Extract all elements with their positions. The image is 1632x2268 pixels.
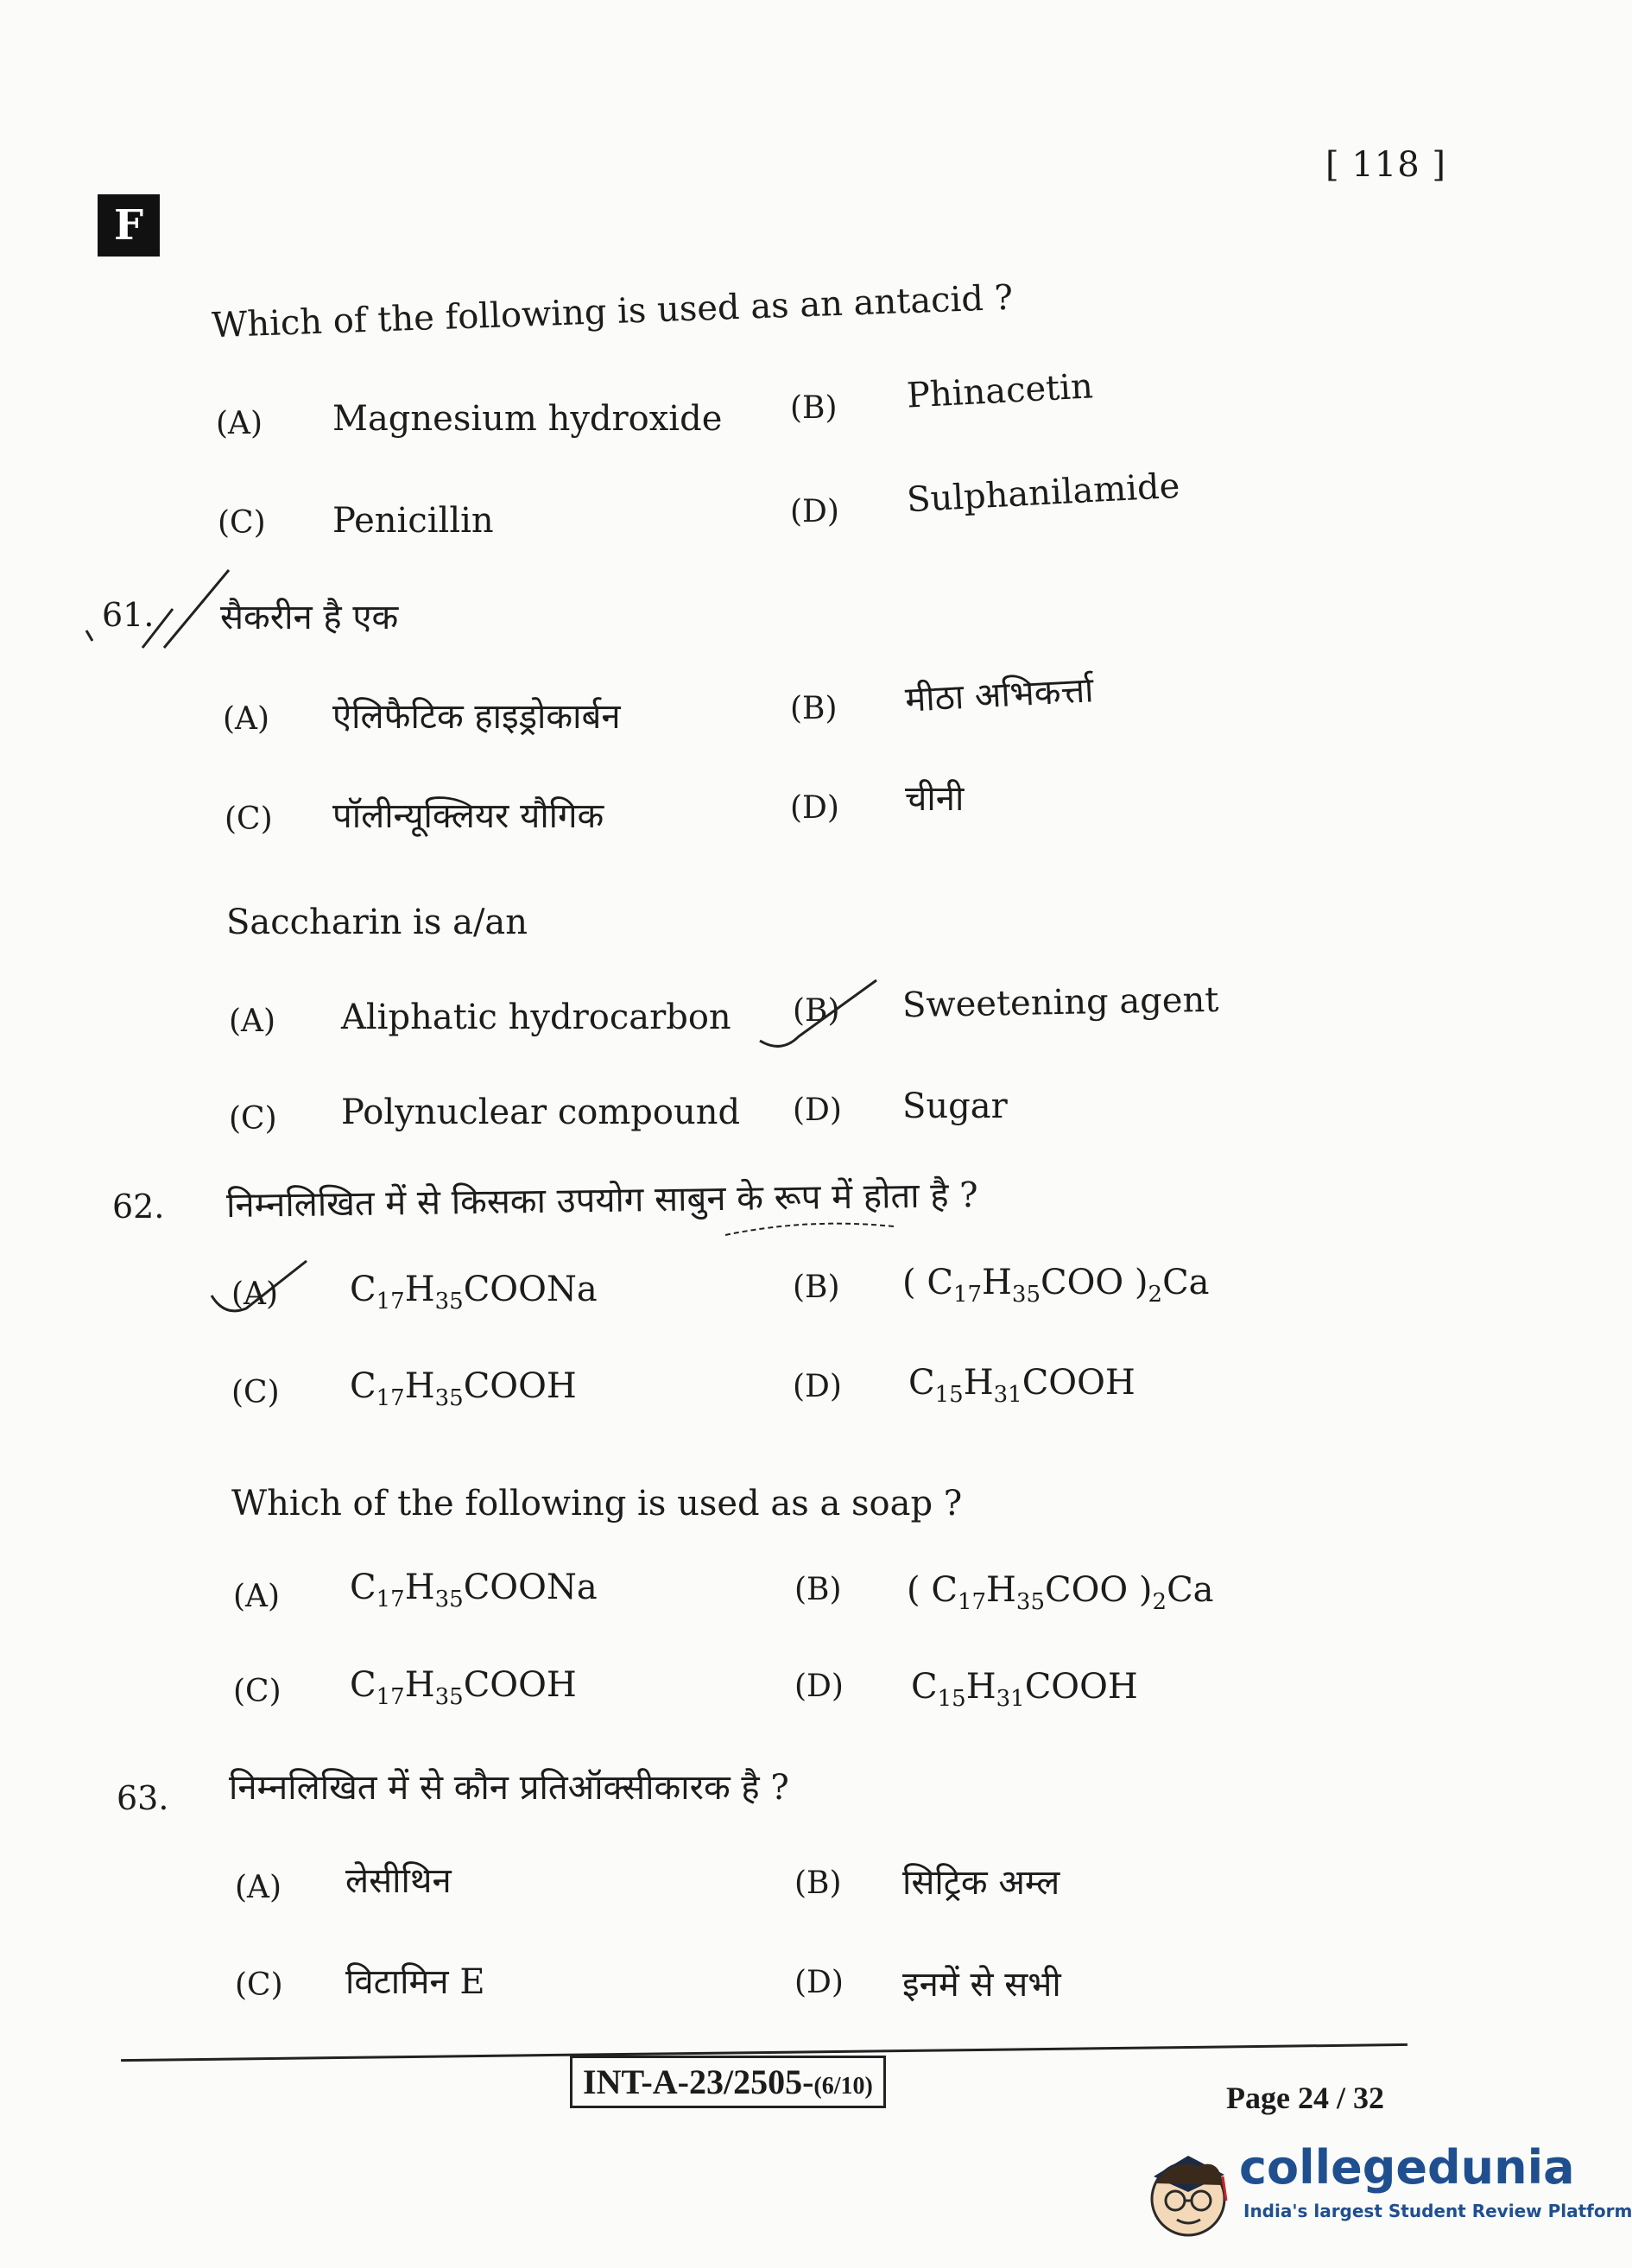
q62-hi-question: निम्नलिखित में से किसका उपयोग साबुन के रूप में होता है ?	[225, 1175, 978, 1226]
q62-hi-option-d: $C_{15}H_{31}COOH$	[908, 1363, 1135, 1409]
q62-en-option-d: $C_{15}H_{31}COOH$	[911, 1667, 1138, 1713]
q62-en-question: Which of the following is used as a soap ?	[231, 1484, 963, 1524]
q61-hi-option-a-label: (A)	[223, 701, 270, 737]
q63-hi-option-a-label: (A)	[235, 1870, 282, 1905]
q61-en-option-d: Sugar	[902, 1086, 1008, 1126]
q61-hi-option-b: मीठा अभिकर्त्ता	[904, 670, 1095, 720]
q62-en-option-a-label: (A)	[233, 1579, 281, 1614]
q62-hi-option-a: $C_{17}H_{35}COONa$	[350, 1270, 598, 1315]
q60-option-a-label: (A)	[216, 406, 263, 441]
paper-code-suffix: (6/10)	[813, 2073, 873, 2100]
paper-code-box	[570, 2056, 886, 2108]
q61-en-option-c-label: (C)	[229, 1101, 277, 1137]
q63-number: 63.	[117, 1779, 169, 1817]
q60-option-b: Phinacetin	[905, 366, 1094, 416]
q62-hi-option-b-label: (B)	[793, 1270, 840, 1305]
q63-hi-option-d-label: (D)	[794, 1965, 844, 2000]
q61-en-question: Saccharin is a/an	[226, 903, 528, 942]
q63-hi-option-c-label: (C)	[235, 1967, 283, 2003]
q62-number: 62.	[112, 1188, 165, 1226]
q62-en-option-b: ( $C_{17}H_{35}COO$ )$_2Ca$	[907, 1570, 1214, 1616]
mascot-logo-icon	[1138, 2132, 1240, 2244]
brand-tagline: India's largest Student Review Platform	[1243, 2201, 1632, 2221]
q61-en-option-d-label: (D)	[793, 1093, 842, 1128]
q60-option-a: Magnesium hydroxide	[332, 399, 723, 439]
q63-hi-option-c: विटामिन E	[345, 1962, 485, 2002]
q61-en-option-c: Polynuclear compound	[341, 1093, 741, 1132]
q62-en-option-d-label: (D)	[794, 1669, 844, 1704]
q62-en-option-c-label: (C)	[233, 1674, 281, 1709]
q62-en-option-a: $C_{17}H_{35}COONa$	[350, 1568, 598, 1613]
q61-hi-option-c-label: (C)	[225, 801, 273, 837]
underline-mark-q62	[721, 1213, 902, 1248]
q60-option-c: Penicillin	[332, 501, 494, 541]
q62-hi-option-b: ( $C_{17}H_{35}COO$ )$_2Ca$	[902, 1263, 1210, 1308]
q61-hi-option-a: ऐलिफैटिक हाइड्रोकार्बन	[332, 697, 621, 737]
q62-hi-option-a-label: (A)	[231, 1277, 279, 1312]
page-stamp: [ 118 ]	[1325, 145, 1446, 185]
page-number: Page 24 / 32	[1226, 2081, 1384, 2115]
q63-hi-option-b-label: (B)	[794, 1866, 842, 1901]
q63-hi-option-a: लेसीथिन	[345, 1861, 452, 1901]
q63-hi-question: निम्नलिखित में से कौन प्रतिऑक्सीकारक है ?	[229, 1768, 789, 1808]
q62-hi-option-c: $C_{17}H_{35}COOH$	[350, 1366, 577, 1412]
q62-hi-option-c-label: (C)	[231, 1375, 280, 1410]
q61-en-option-a: Aliphatic hydrocarbon	[341, 998, 731, 1037]
q61-number: 61.	[102, 596, 155, 634]
q61-hi-option-d-label: (D)	[790, 790, 839, 826]
q60-option-d: Sulphanilamide	[906, 466, 1181, 521]
q61-en-option-b-label: (B)	[793, 993, 840, 1029]
q60-option-d-label: (D)	[790, 494, 839, 529]
q63-hi-option-d: इनमें से सभी	[902, 1965, 1061, 2005]
q62-hi-option-d-label: (D)	[793, 1369, 842, 1404]
tick-mark-q61-b	[756, 976, 885, 1054]
q60-option-b-label: (B)	[790, 390, 838, 426]
q62-en-option-b-label: (B)	[794, 1572, 842, 1607]
q60-question: Which of the following is used as an antacid ?	[211, 277, 1014, 346]
q61-hi-option-d: चीनी	[905, 779, 965, 819]
q61-en-option-b: Sweetening agent	[901, 979, 1219, 1026]
paper-code: INT-A-23/2505-	[583, 2062, 814, 2101]
brand-name: collegedunia	[1239, 2140, 1575, 2195]
series-letter-box: F	[98, 194, 160, 257]
q63-hi-option-b: सिट्रिक अम्ल	[902, 1863, 1060, 1903]
q60-option-c-label: (C)	[218, 505, 266, 541]
q61-hi-question: सैकरीन है एक	[220, 598, 399, 637]
q61-hi-option-c: पॉलीन्यूक्लियर यौगिक	[332, 796, 604, 836]
q61-hi-option-b-label: (B)	[790, 691, 838, 726]
q62-en-option-c: $C_{17}H_{35}COOH$	[350, 1665, 577, 1711]
q61-en-option-a-label: (A)	[229, 1004, 276, 1039]
